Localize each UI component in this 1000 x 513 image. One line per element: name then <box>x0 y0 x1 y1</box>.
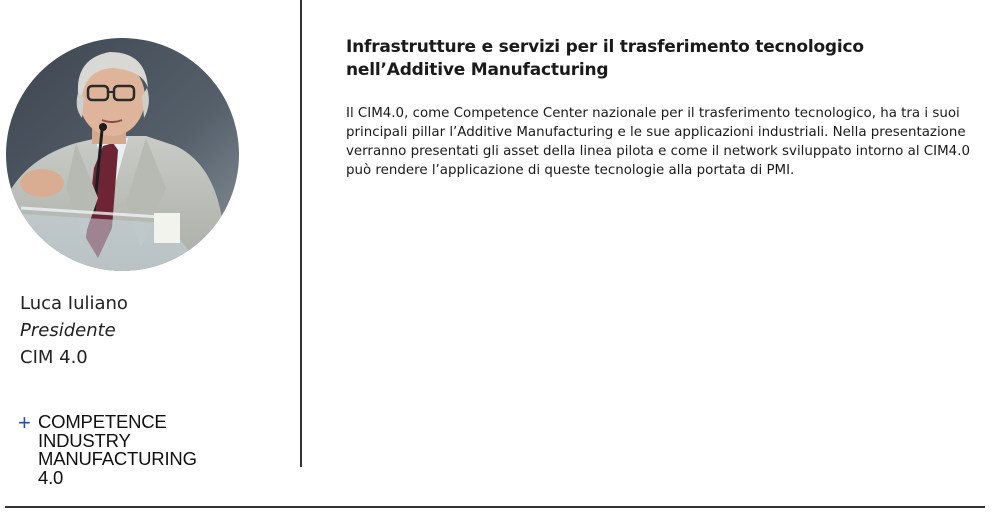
logo-line: COMPETENCE <box>38 411 167 432</box>
speaker-role: Presidente <box>20 320 116 341</box>
speaker-photo <box>6 38 239 271</box>
speaker-name: Luca Iuliano <box>20 293 128 314</box>
talk-abstract: Il CIM4.0, come Competence Center nazionale per il trasferimento tecnologico, ha tra i suoi principali pillar l’Additive Manufacturing e le sue applicazioni industriali. Nella presentazione verranno presentati gli asset della linea pilota e come il network sviluppato intorno al CIM4.0 può rendere l’applicazione di queste tecnologie alla portata di PMI. <box>346 106 970 178</box>
speaker-info <box>20 290 128 371</box>
competence-center-logo <box>18 410 197 488</box>
bottom-divider <box>5 506 985 508</box>
talk-title: Infrastrutture e servizi per il trasferimento tecnologico nell’Additive Manufacturing <box>346 37 864 80</box>
talk-content <box>346 36 976 180</box>
logo-line: MANUFACTURING <box>38 448 197 469</box>
logo-line: 4.0 <box>38 466 64 488</box>
logo-line: INDUSTRY <box>38 429 131 451</box>
vertical-divider <box>300 0 302 467</box>
speaker-column <box>0 0 300 513</box>
speaker-organization: CIM 4.0 <box>20 347 88 368</box>
plus-icon: + <box>18 410 31 435</box>
